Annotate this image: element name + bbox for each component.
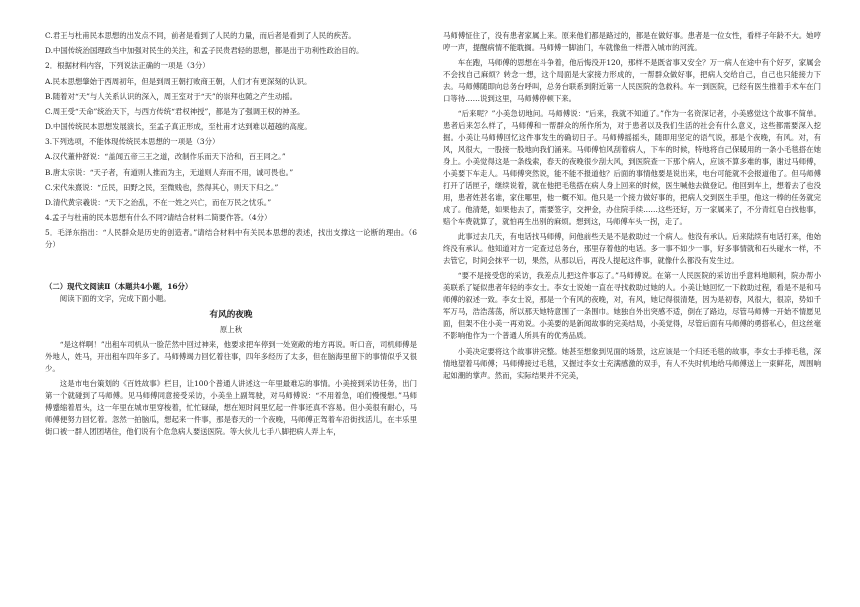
instructions: 阅读下面的文字，完成下面小题。 bbox=[59, 294, 171, 304]
story-paragraph: 此事过去几天，有电话找马师傅，问他前些天是不是救助过一个病人。他没有承认。后来陆续有电话打来，他始终没有承认。他知道对方一定查过总务台，那里存着他的电话。多一事不如少一事，好多事情就和石头碰水一样，不去管它，时间会抹平一切，果然，从那以后，再没人提起这件事，就像什么都没有发生过。 bbox=[443, 232, 821, 266]
option-text: C.君王与杜甫民本思想的出发点不同，前者是看到了人民的力量，而后者是看到了人民的疾苦。 bbox=[45, 31, 356, 40]
option-text: B.随着对“天”与人关系认识的深入，周王室对于“天”的崇拜也随之产生动摇。 bbox=[45, 91, 298, 101]
question-3-stem: 3.下列选项，不能体现传统民本思想的一项是（3分） bbox=[45, 137, 220, 147]
option-text: D.中国传统治国理政当中加强对民生的关注，和孟子民贵君轻的思想，都是出于功利性政治目的。 bbox=[45, 46, 364, 56]
question-4: 4.孟子与杜甫的民本思想有什么不同?请结合材料二简要作答。（4分） bbox=[45, 213, 272, 223]
option-text: B.唐太宗说：“天子者，有道则人推而为主，无道则人弃而不用，诚可畏也。” bbox=[45, 167, 294, 177]
story-author: 原上秋 bbox=[219, 325, 243, 335]
section-header: （二）现代文阅读Ⅱ（本题共4小题，16分） bbox=[45, 282, 193, 292]
right-column bbox=[443, 30, 821, 385]
story-paragraph: 小美决定要将这个故事讲完整。她甚至想象到见面的场景，这应该是一个归还毛毯的故事，李女士手捧毛毯，深情地望着马师傅；马师傅接过毛毯，又握过李女士充满感激的双手，有人不失时机地给马师傅送上一束鲜花，周围响起如潮的掌声。然而，实际结果并不完美， bbox=[443, 346, 821, 380]
option-text: A.民本思想肇始于西周初年，但是到周王朝打败商王朝，人们才有更深刻的认识。 bbox=[45, 76, 312, 86]
story-title: 有风的夜晚 bbox=[209, 310, 253, 321]
story-paragraph: 车在跑，马师傅的思想在斗争着，他后悔没开120，那样不是既省事又安全？万一病人在途中有个好歹，家属会不会找自己麻烦？转念一想，这个局面是大家接力形成的，一帮群众做好事，把病人交给自己，自己也只能接力下去。马师傅随即向总务台呼叫，总务台联系到附近第一人民医院的急救科。车一到医院，已经有医生推着手术车在门口等待……说到这里，马师傅停顿下来。 bbox=[443, 58, 821, 104]
story-paragraph: 马师傅怔住了，没有患者家属上来。原来他们都是路过的，都是在做好事。患者是一位女性，看样子年龄不大。她哼哼一声，提醒病情不能耽搁。马师傅一脚油门，车就像鱼一样潜入城市的河流。 bbox=[443, 31, 821, 52]
option-text: C.宋代朱熹说：“丘民，田野之民，至微贱也，然得其心，则天下归之。” bbox=[45, 182, 279, 192]
left-column bbox=[45, 30, 417, 438]
story-paragraph: “后来呢？”小美急切地问。马师傅说：“后来，我就不知道了。”作为一名资深记者，小美感觉这个故事不简单。患者后来怎么样了，马师傅和一帮群众的所作所为，对于患者以及我们生活的社会有什么意义，这些都需要深入挖掘。小美让马师傅回忆这件事发生的确切日子。马师傅摇摇头，随即用坚定的语气说，那是个夜晚，有风。对，有风，风很大，一股接一股地向我们涌来。马师傅怕风刮着病人，下车的时候，特地将自己保暖用的一条小毛毯搭在她身上。小美觉得这是一条线索，春天的夜晚很少刮大风，到医院查一下那个病人，应该不算多难的事，谢过马师傅，小美要下车走人。马师傅突然说，能不能不报道他？后面的事情他要是说出来，电台可能就不会报道他了。但马师傅打开了话匣子，继续说着，就在他把毛毯搭在病人身上回来的时候，医生喊他去做登记。他回到车上，想着去了也没用，患者姓甚名谁，家住哪里，他一概不知。他只是一个接力做好事的，把病人交到医生手里，他这一棒的任务就完成了。他清楚，如果他去了，需要签字，交押金，办住院手续……这些还好，万一家属来了，不分青红皂白找他事，赔个车费就算了，就怕再生出别的麻烦。想到这，马师傅车头一拐，走了。 bbox=[443, 109, 821, 227]
question-5: 5．毛泽东指出：“人民群众是历史的创造者。”请结合材料中有关民本思想的表述，找出支撑这一论断的理由。（6分） bbox=[45, 228, 417, 250]
story-paragraph: “要不是接受您的采访，我差点儿把这件事忘了。”马师傅说。在第一人民医院的采访出乎意料地顺利，院办帮小美联系了疑似患者年轻的李女士。李女士说她一直在寻找救助过她的人。小美让她回忆一下救助过程，看是不是和马师傅的叙述一致。李女士说，那是一个有风的夜晚，对，有风，她记得很清楚，因为是初春，风很大，很凉，势如千军万马，浩浩荡荡，所以那天她特意围了一条围巾。她独自外出突感不适，倒在了路边，尽管马师傅一开始不情愿见面，但架不住小美一再劝说。小美要的是新闻故事的完美结局，小美觉得，尽管后面有马师傅的勇搭私心，但这丝毫不影响他作为一个普通人所具有的优秀品质。 bbox=[443, 271, 821, 341]
option-text: D.清代黄宗羲说：“天下之治乱，不在一姓之兴亡，而在万民之忧乐。” bbox=[45, 197, 272, 207]
question-2-stem: 2．根据材料内容，下列说法正确的一项是（3分） bbox=[45, 61, 210, 71]
story-paragraph: 这是市电台策划的《百姓故事》栏目，让100个普通人讲述这一年里最难忘的事情。小美接到采访任务，出门第一个就碰到了马师傅。见马师傅同意接受采访，小美坐上副驾驶，对马师傅说：“不用着急，咱们慢慢想。”马师傅蹙缩着眉头，这一年里在城市里穿梭着，忙忙碌碌，想在短时间里忆起一件事还真不容易。但小美很有耐心，马师傅便努力回忆着。忽然一拍脑瓜，想起来一件事，那是春天的一个夜晚，马师傅正驾着车沿街找活儿，在丰乐里街口被一群人团团堵住，他们说有个危急病人要送医院。等大伙儿七手八脚把病人弄上车， bbox=[45, 379, 417, 437]
option-text: D.中国传统民本思想发展演长，至孟子真正形成，至杜甫才达到难以超越的高度。 bbox=[45, 122, 312, 132]
option-text: C.周王受“天命”统治天下，与西方传统“君权神授”，都是为了强调王权的神圣。 bbox=[45, 106, 305, 116]
story-paragraph: “是这样啊！”出租车司机从一脸茫然中回过神来，他要求把车停到一处宽敞的地方再说。听口音，司机师傅是外地人，姓马，开出租车四年多了。马师傅竭力回忆着往事，四年多经历了太多，但在脑海里留下的事情似乎又很少。 bbox=[45, 340, 417, 374]
option-text: A.汉代董仲舒说：“盖闻五帝三王之道，改制作乐而天下洽和，百王同之。” bbox=[45, 152, 286, 162]
